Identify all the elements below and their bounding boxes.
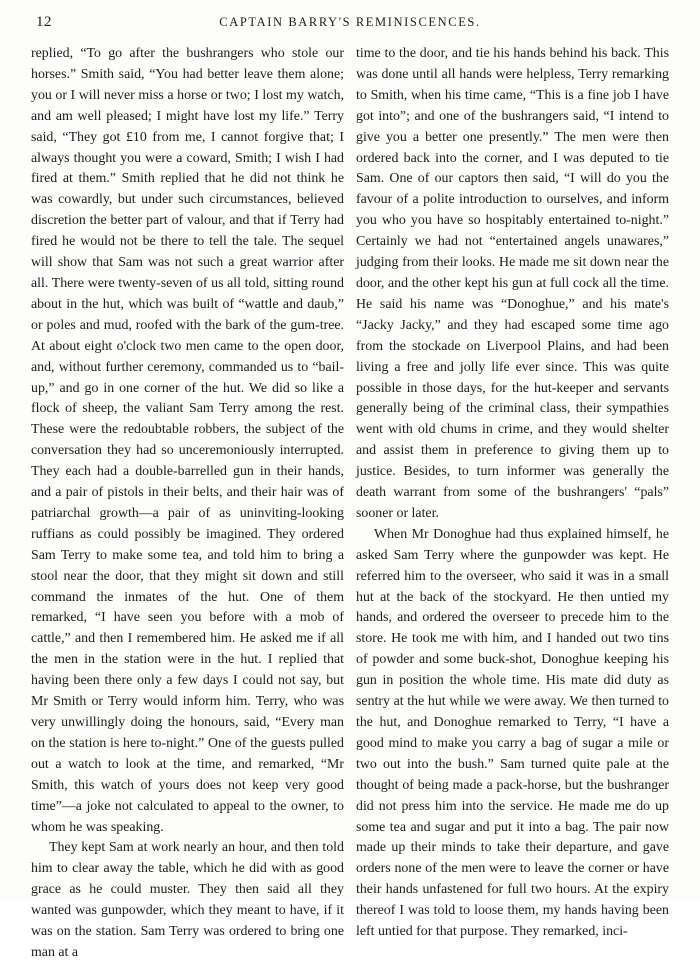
paragraph: When Mr Donoghue had thus explained himself, he asked Sam Terry where the gunpowder was kept. He referred him to the overseer, who said it was in a small hut at the back of the stockyard. He then untied my hands, and ordered the overseer to precede him to the store. He took me with him, and I handed out two tins of powder and some buck-shot, Donoghue keeping his gun in position the whole time. His mate did duty as sentry at the hut while we were away. We then turned to the hut, and Donoghue remarked to Terry, “I have a good mind to make you carry a bag of sugar a mile or two out into the bush.” Sam turned quite pale at the thought of being made a pack-horse, but the bushranger did not press him into the service. He made me do up some tea and sugar and put it into a bag. The pair now made up their minds to take their departure, and gave orders none of the men were to leave the corner or have their hands unfastened for full two hours. At the expiry thereof I was told to loose them, my hands having been left untied for that purpose. They remarked, inci- <box>356 526 669 940</box>
page-number: 12 <box>36 14 52 30</box>
left-text-column <box>31 44 344 964</box>
paragraph: replied, “To go after the bushrangers who stole our horses.” Smith said, “You had better leave them alone; you or I will never miss a horse or two; I lost my watch, and am well pleased; I might have lost my life.” Terry said, “They got £10 from me, I cannot forgive that; I always thought you were a coward, Smith; I wish I had fired at them.” Smith replied that he did not think he was cowardly, but under such circumstances, believed discretion the better part of valour, and that if Terry had fired he would not be there to tell the tale. The sequel will show that Sam was not such a great warrior after all. There were twenty-seven of us all told, sitting round about in the hut, which was built of “wattle and daub,” or poles and mud, roofed with the bark of the gum-tree. At about eight o'clock two men came to the open door, and, without further ceremony, commanded us to “bail-up,” and go in one corner of the hut. We did so like a flock of sheep, the valiant Sam Terry among the rest. These were the redoubtable robbers, the subject of the conversation they had so unceremoniously interrupted. They each had a double-barrelled gun in their hands, and a pair of pistols in their belts, and their hair was of patriarchal growth—a pair of as uninviting-looking ruffians as could possibly be imagined. They ordered Sam Terry to make some tea, and told him to bring a stool near the door, that they might sit down and still command the inmates of the hut. One of them remarked, “I have seen you before with a mob of cattle,” and then I remembered him. He asked me if all the men in the station were in the hut. I replied that having been there only a few days I could not say, but Mr Smith or Terry would inform him. Terry, who was very unwillingly doing the honours, said, “Every man on the station is here to-night.” One of the guests pulled out a watch to look at the time, and remarked, “Mr Smith, this watch of yours does not keep very good time”—a joke not calculated to appeal to the owner, to whom he was speaking. <box>31 46 344 835</box>
page-header <box>36 14 664 36</box>
running-title: CAPTAIN BARRY'S REMINISCENCES. <box>219 15 481 29</box>
paragraph: time to the door, and tie his hands behind his back. This was done until all hands were helpless, Terry remarking to Smith, when his time came, “This is a fine job I have got into”; and one of the bushrangers said, “I intend to give you a better one presently.” The men were then ordered back into the corner, and I was deputed to tie Sam. One of our captors then said, “I will do you the favour of a polite introduction to ourselves, and inform you who you have so hospitably entertained to-night.” Certainly we had not “entertained angels unawares,” judging from their looks. He made me sit down near the door, and the other kept his gun at full cock all the time. He said his name was “Donoghue,” and his mate's “Jacky Jacky,” and they had escaped some time ago from the stockade on Liverpool Plains, and had been living a free and jolly life ever since. This was quite possible in those days, for the hut-keeper and servants generally being of the criminal class, their sympathies went with old chums in crime, and they would shelter and assist them in preference to giving them up to justice. Besides, to turn informer was generally the death warrant from some of the bushrangers' “pals” sooner or later. <box>356 46 669 521</box>
paragraph: They kept Sam at work nearly an hour, and then told him to clear away the table, which he did with as good grace as he could muster. They then said all they wanted was gunpowder, which they meant to have, if it was on the station. Sam Terry was ordered to bring one man at a <box>31 840 344 960</box>
right-text-column <box>356 44 669 943</box>
